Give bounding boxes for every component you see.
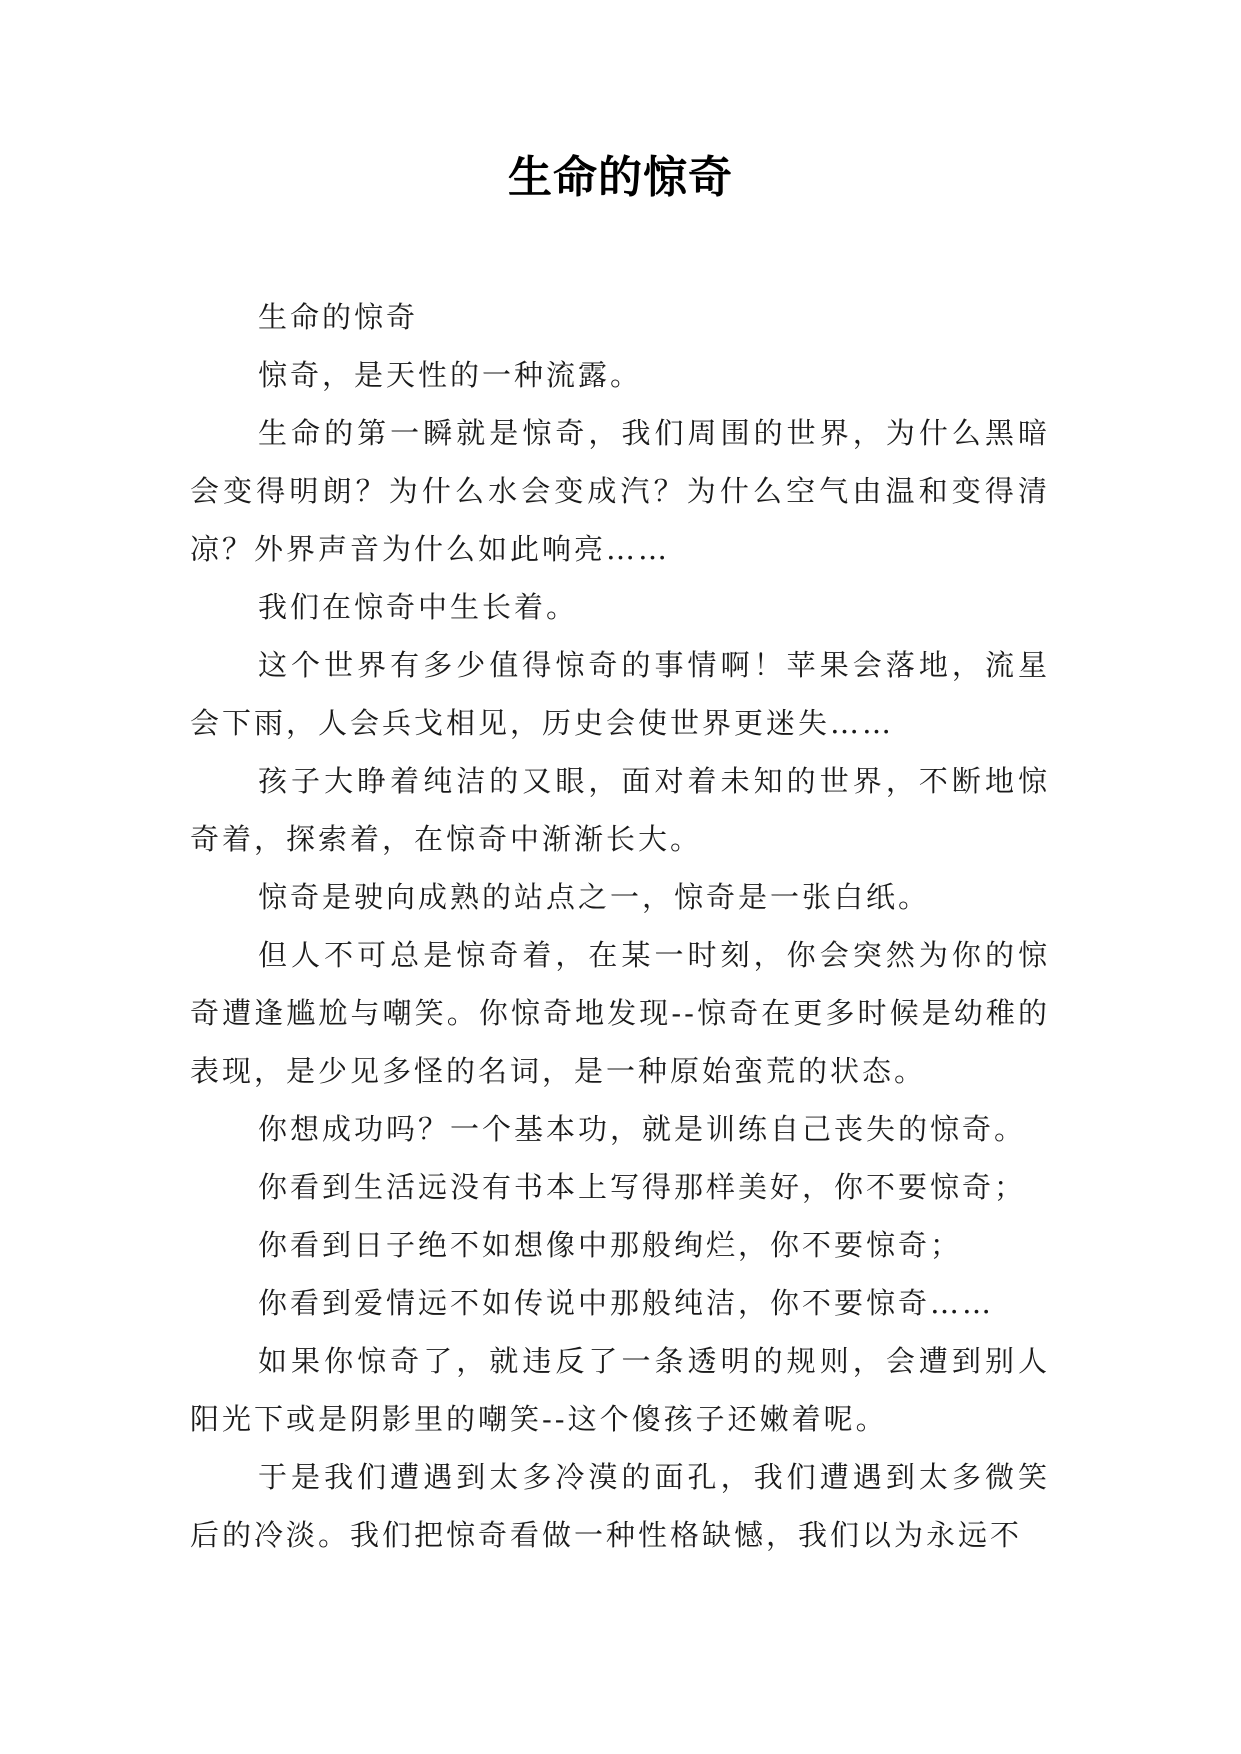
paragraph: 生命的第一瞬就是惊奇，我们周围的世界，为什么黑暗会变得明朗？为什么水会变成汽？为什么空气由温和变得清凉？外界声音为什么如此响亮……	[190, 416, 1050, 566]
paragraph: 孩子大睁着纯洁的又眼，面对着未知的世界，不断地惊奇着，探索着，在惊奇中渐渐长大。	[190, 764, 1050, 856]
paragraph: 我们在惊奇中生长着。	[258, 590, 579, 624]
document-body	[190, 288, 1050, 1564]
paragraph: 生命的惊奇	[258, 300, 419, 334]
paragraph: 你看到爱情远不如传说中那般纯洁，你不要惊奇……	[258, 1286, 995, 1320]
paragraph: 你看到日子绝不如想像中那般绚烂，你不要惊奇；	[258, 1228, 963, 1262]
paragraph: 这个世界有多少值得惊奇的事情啊！苹果会落地，流星会下雨，人会兵戈相见，历史会使世界更迷失……	[190, 648, 1050, 740]
paragraph: 如果你惊奇了，就违反了一条透明的规则，会遭到别人阳光下或是阴影里的嘲笑--这个傻孩子还嫩着呢。	[190, 1344, 1050, 1436]
document-title: 生命的惊奇	[508, 152, 733, 203]
paragraph: 惊奇是驶向成熟的站点之一，惊奇是一张白纸。	[258, 880, 931, 914]
paragraph: 但人不可总是惊奇着，在某一时刻，你会突然为你的惊奇遭逢尴尬与嘲笑。你惊奇地发现--惊奇在更多时候是幼稚的表现，是少见多怪的名词，是一种原始蛮荒的状态。	[190, 938, 1050, 1088]
paragraph: 你看到生活远没有书本上写得那样美好，你不要惊奇；	[258, 1170, 1027, 1204]
paragraph: 你想成功吗？一个基本功，就是训练自己丧失的惊奇。	[258, 1112, 1027, 1146]
paragraph: 惊奇，是天性的一种流露。	[258, 358, 643, 392]
paragraph: 于是我们遭遇到太多冷漠的面孔，我们遭遇到太多微笑后的冷淡。我们把惊奇看做一种性格缺憾，我们以为永远不	[190, 1460, 1050, 1552]
